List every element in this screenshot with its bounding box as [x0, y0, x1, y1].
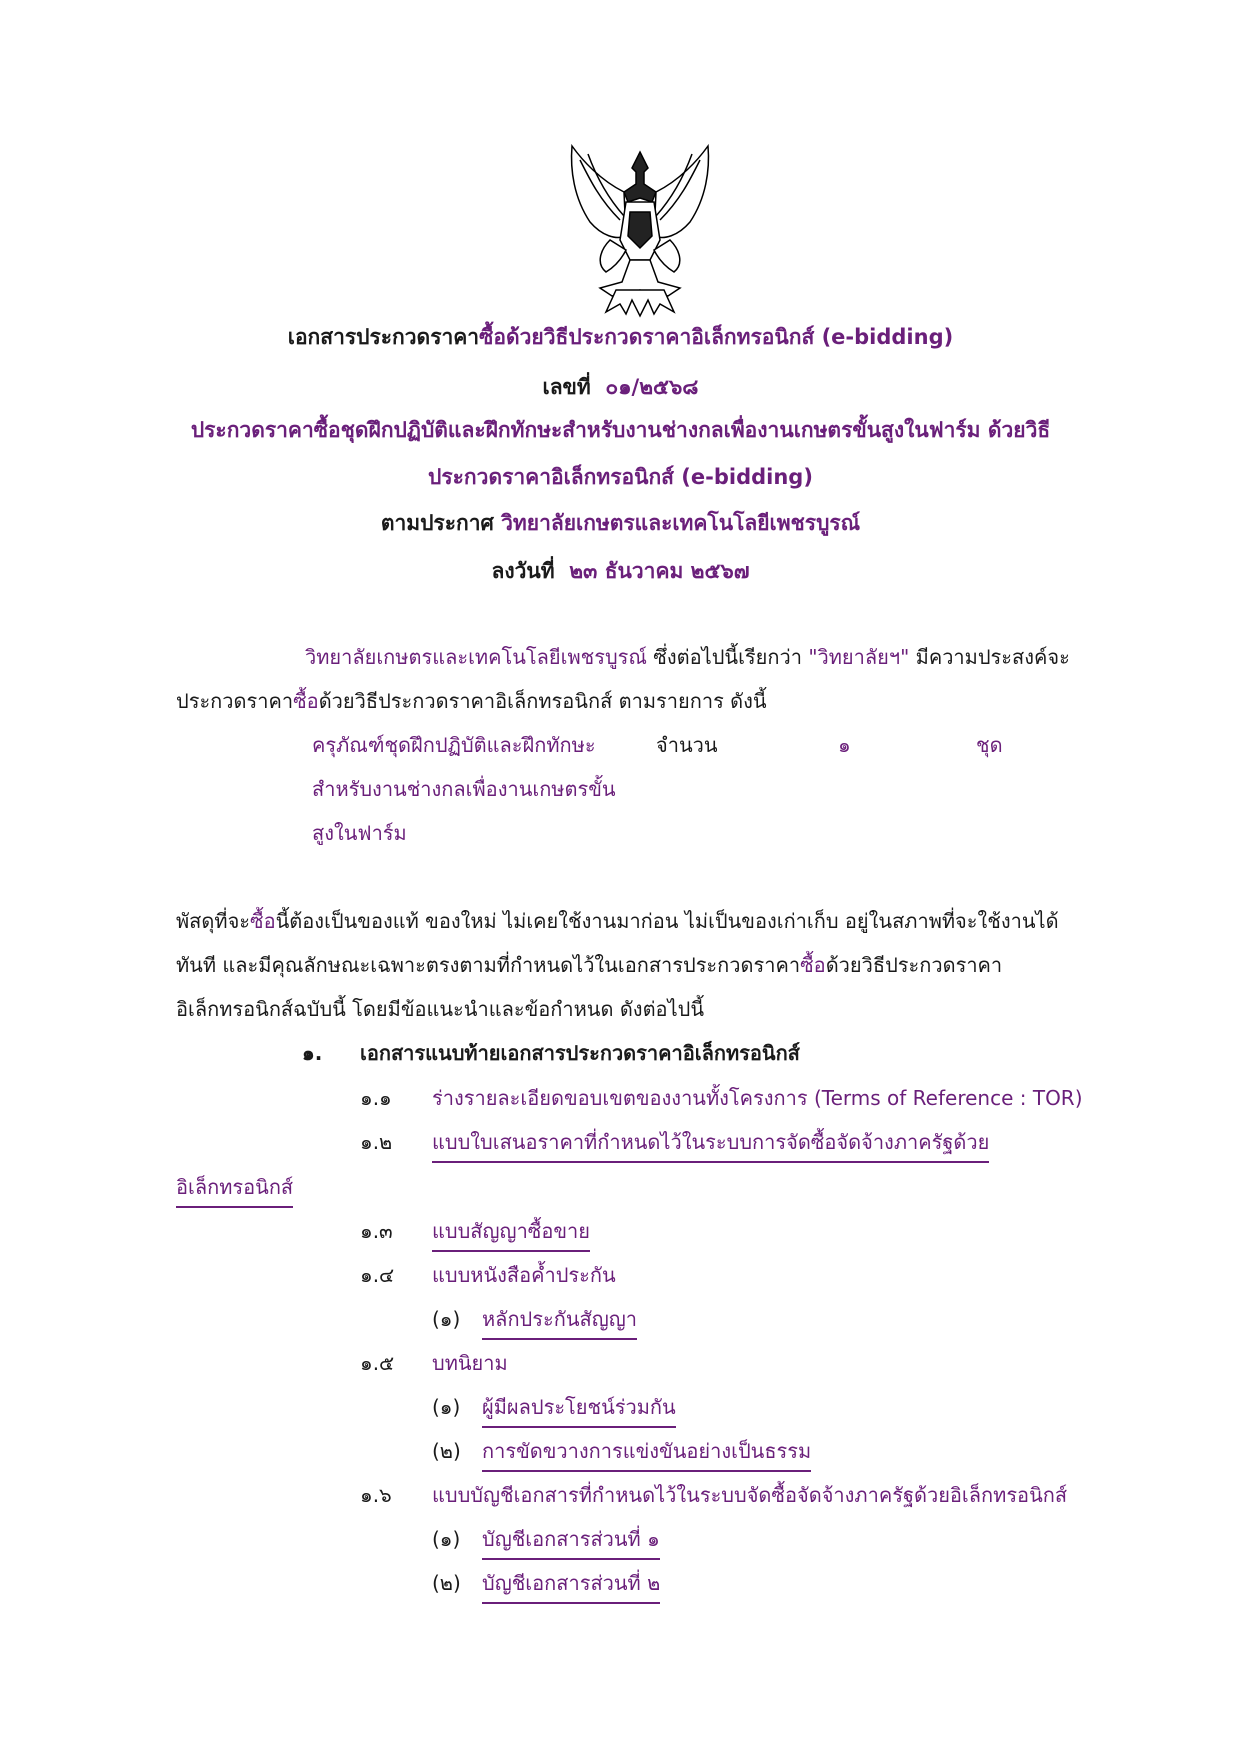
- item-1-5-sub-2-number: (๒): [432, 1439, 461, 1463]
- date-label: ลงวันที่: [491, 559, 555, 583]
- title-part: ด้วยวิธีประกวดราคาอิเล็กทรอนิกส์ (e-bidding): [505, 325, 954, 349]
- org-alias: "วิทยาลัยฯ": [808, 645, 910, 669]
- number-label: เลขที่: [542, 375, 591, 399]
- item-1-5-number: ๑.๕: [360, 1351, 395, 1375]
- date-line: [0, 556, 1241, 586]
- item-1-2-link-cont[interactable]: อิเล็กทรอนิกส์: [176, 1172, 293, 1208]
- item-1-6-sub-1-number: (๑): [432, 1527, 461, 1551]
- item-1-5-text: บทนิยาม: [432, 1351, 508, 1375]
- item-1-6-number: ๑.๖: [360, 1483, 392, 1507]
- section-1-number: ๑.: [302, 1041, 323, 1065]
- item-1-4-sub-1-number: (๑): [432, 1307, 461, 1331]
- para-text: นี้ต้องเป็นของแท้ ของใหม่ ไม่เคยใช้งานมาก่อน ไม่เป็นของเก่าเก็บ อยู่ในสภาพที่จะใช้งานได้: [275, 909, 1059, 933]
- para-text: ทันที และมีคุณลักษณะเฉพาะตรงตามที่กำหนดไว้ในเอกสารประกวดราคา: [176, 953, 801, 977]
- intro-text: ซื้อ: [293, 689, 319, 713]
- item-1-4-text: แบบหนังสือค้ำประกัน: [432, 1263, 616, 1287]
- intro-line-1: [305, 642, 1070, 672]
- document-title: [0, 322, 1241, 352]
- section-1-title: เอกสารแนบท้ายเอกสารประกวดราคาอิเล็กทรอนิกส์: [360, 1041, 800, 1065]
- item-1-3-link[interactable]: แบบสัญญาซื้อขาย: [432, 1216, 590, 1252]
- item-1-1-text: ร่างรายละเอียดขอบเขตของงานทั้งโครงการ (Terms of Reference : TOR): [432, 1086, 1083, 1110]
- title-part: เอกสารประกวดราคา: [287, 325, 480, 349]
- intro-text: ประกวดราคา: [176, 689, 294, 713]
- item-qty: ๑: [838, 733, 851, 757]
- announce-label: ตามประกาศ: [380, 511, 494, 535]
- number-value: ๐๑/๒๕๖๘: [605, 375, 699, 399]
- item-1-6-sub-2-link[interactable]: บัญชีเอกสารส่วนที่ ๒: [482, 1568, 660, 1604]
- intro-text: ด้วยวิธีประกวดราคาอิเล็กทรอนิกส์ ตามรายการ ดังนี้: [318, 689, 767, 713]
- org-name: วิทยาลัยเกษตรและเทคโนโลยีเพชรบูรณ์: [305, 645, 647, 669]
- announce-org: วิทยาลัยเกษตรและเทคโนโลยีเพชรบูรณ์: [501, 511, 861, 535]
- intro-line-2: [176, 686, 767, 716]
- item-1-5-sub-2-link[interactable]: การขัดขวางการแข่งขันอย่างเป็นธรรม: [482, 1436, 811, 1472]
- item-1-6-sub-2-number: (๒): [432, 1571, 461, 1595]
- item-1-3-number: ๑.๓: [360, 1219, 393, 1243]
- item-1-4-number: ๑.๔: [360, 1263, 395, 1287]
- item-1-6-text: แบบบัญชีเอกสารที่กำหนดไว้ในระบบจัดซื้อจัดจ้างภาครัฐด้วยอิเล็กทรอนิกส์: [432, 1483, 1068, 1507]
- para-text: ซื้อ: [800, 953, 826, 977]
- item-1-2-link[interactable]: แบบใบเสนอราคาที่กำหนดไว้ในระบบการจัดซื้อจัดจ้างภาครัฐด้วย: [432, 1127, 989, 1163]
- title-part: ซื้อ: [479, 325, 506, 349]
- item-name-line-2: สำหรับงานช่างกลเพื่องานเกษตรขั้น: [312, 777, 616, 801]
- para-text: ซื้อ: [250, 909, 276, 933]
- item-1-6-sub-1-link[interactable]: บัญชีเอกสารส่วนที่ ๑: [482, 1524, 660, 1560]
- intro-text: ซึ่งต่อไปนี้เรียกว่า: [646, 645, 809, 669]
- item-1-5-sub-1-number: (๑): [432, 1395, 461, 1419]
- item-name-line-1: ครุภัณฑ์ชุดฝึกปฏิบัติและฝึกทักษะ: [312, 733, 596, 757]
- document-number: [0, 372, 1241, 402]
- item-1-1-number: ๑.๑: [360, 1086, 392, 1110]
- subject-line-2: ประกวดราคาอิเล็กทรอนิกส์ (e-bidding): [428, 465, 813, 489]
- item-unit: ชุด: [976, 733, 1003, 757]
- subject-line-1: ประกวดราคาซื้อชุดฝึกปฏิบัติและฝึกทักษะสำหรับงานช่างกลเพื่องานเกษตรขั้นสูงในฟาร์ม ด้วยวิธี: [190, 418, 1051, 442]
- announcement-line: [0, 508, 1241, 538]
- para-text: ด้วยวิธีประกวดราคา: [825, 953, 1003, 977]
- para-text: พัสดุที่จะ: [176, 909, 251, 933]
- item-1-4-sub-1-link[interactable]: หลักประกันสัญญา: [482, 1304, 637, 1340]
- paragraph-line-2: [176, 950, 1002, 980]
- intro-text: มีความประสงค์จะ: [909, 645, 1070, 669]
- item-name-line-3: สูงในฟาร์ม: [312, 821, 407, 845]
- garuda-emblem-icon: [560, 140, 720, 320]
- item-1-2-number: ๑.๒: [360, 1130, 393, 1154]
- date-value: ๒๓ ธันวาคม ๒๕๖๗: [569, 559, 750, 583]
- item-1-5-sub-1-link[interactable]: ผู้มีผลประโยชน์ร่วมกัน: [482, 1392, 676, 1428]
- paragraph-line-1: [176, 906, 1059, 936]
- item-qty-label: จำนวน: [656, 733, 718, 757]
- paragraph-line-3: อิเล็กทรอนิกส์ฉบับนี้ โดยมีข้อแนะนำและข้อกำหนด ดังต่อไปนี้: [176, 997, 704, 1021]
